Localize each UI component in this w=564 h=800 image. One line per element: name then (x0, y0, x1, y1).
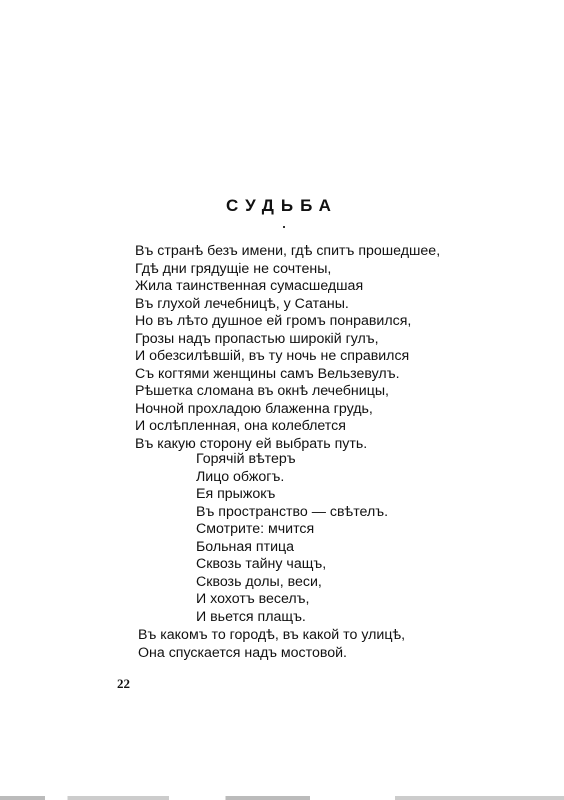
poem-line: Ночной прохладою блаженна грудь, (135, 400, 373, 417)
poem-title: СУДЬБА (226, 196, 338, 215)
poem-line: И хохотъ веселъ, (196, 591, 310, 607)
poem-line: И обезсилѣвшій, въ ту ночь не справился (135, 348, 410, 364)
poem-line: Съ когтями женщины самъ Вельзевулъ. (135, 365, 400, 382)
poem-line: Въ какомъ то городѣ, въ какой то улицѣ, (138, 627, 406, 643)
poem-line: Ея прыжокъ (196, 486, 276, 502)
poem-line: Сквозь тайну чащъ, (196, 556, 327, 572)
poem-line: Въ глухой лечебницѣ, у Сатаны. (135, 295, 349, 312)
scan-edge (0, 796, 564, 800)
poem-line: И ослѣпленная, она колеблется (135, 418, 346, 434)
stanza-3 (138, 627, 405, 662)
poem-line: Гдѣ дни грядущіе не сочтены, (135, 260, 332, 277)
stanza-1 (135, 243, 440, 453)
page-number: 22 (117, 676, 130, 691)
poem-line: Въ пространство — свѣтелъ. (196, 503, 389, 520)
poem-line: Сквозь долы, веси, (196, 573, 322, 590)
poem-line: Рѣшетка сломана въ окнѣ лечебницы, (135, 383, 389, 399)
poem-line: Но въ лѣто душное ей громъ понравился, (135, 313, 412, 329)
poem-line: Она спускается надъ мостовой. (138, 644, 347, 661)
poem-line: Грозы надъ пропастью широкій гулъ, (135, 330, 379, 347)
poem-line: Жила таинственная сумасшедшая (135, 278, 364, 294)
poem-line: Въ странѣ безъ имени, гдѣ спитъ прошедшее, (135, 243, 441, 259)
poem-line: Въ какую сторону ей выбрать путь. (135, 435, 368, 452)
poem-line: Горячій вѣтеръ (196, 451, 296, 467)
stanza-2 (196, 451, 388, 626)
poem-line: Лицо обжогъ. (196, 468, 285, 485)
poem-line: Смотрите: мчится (196, 521, 315, 537)
poem-line: Больная птица (196, 538, 295, 555)
poem-line: И вьется плащъ. (196, 608, 306, 625)
ink-dot (283, 226, 285, 228)
